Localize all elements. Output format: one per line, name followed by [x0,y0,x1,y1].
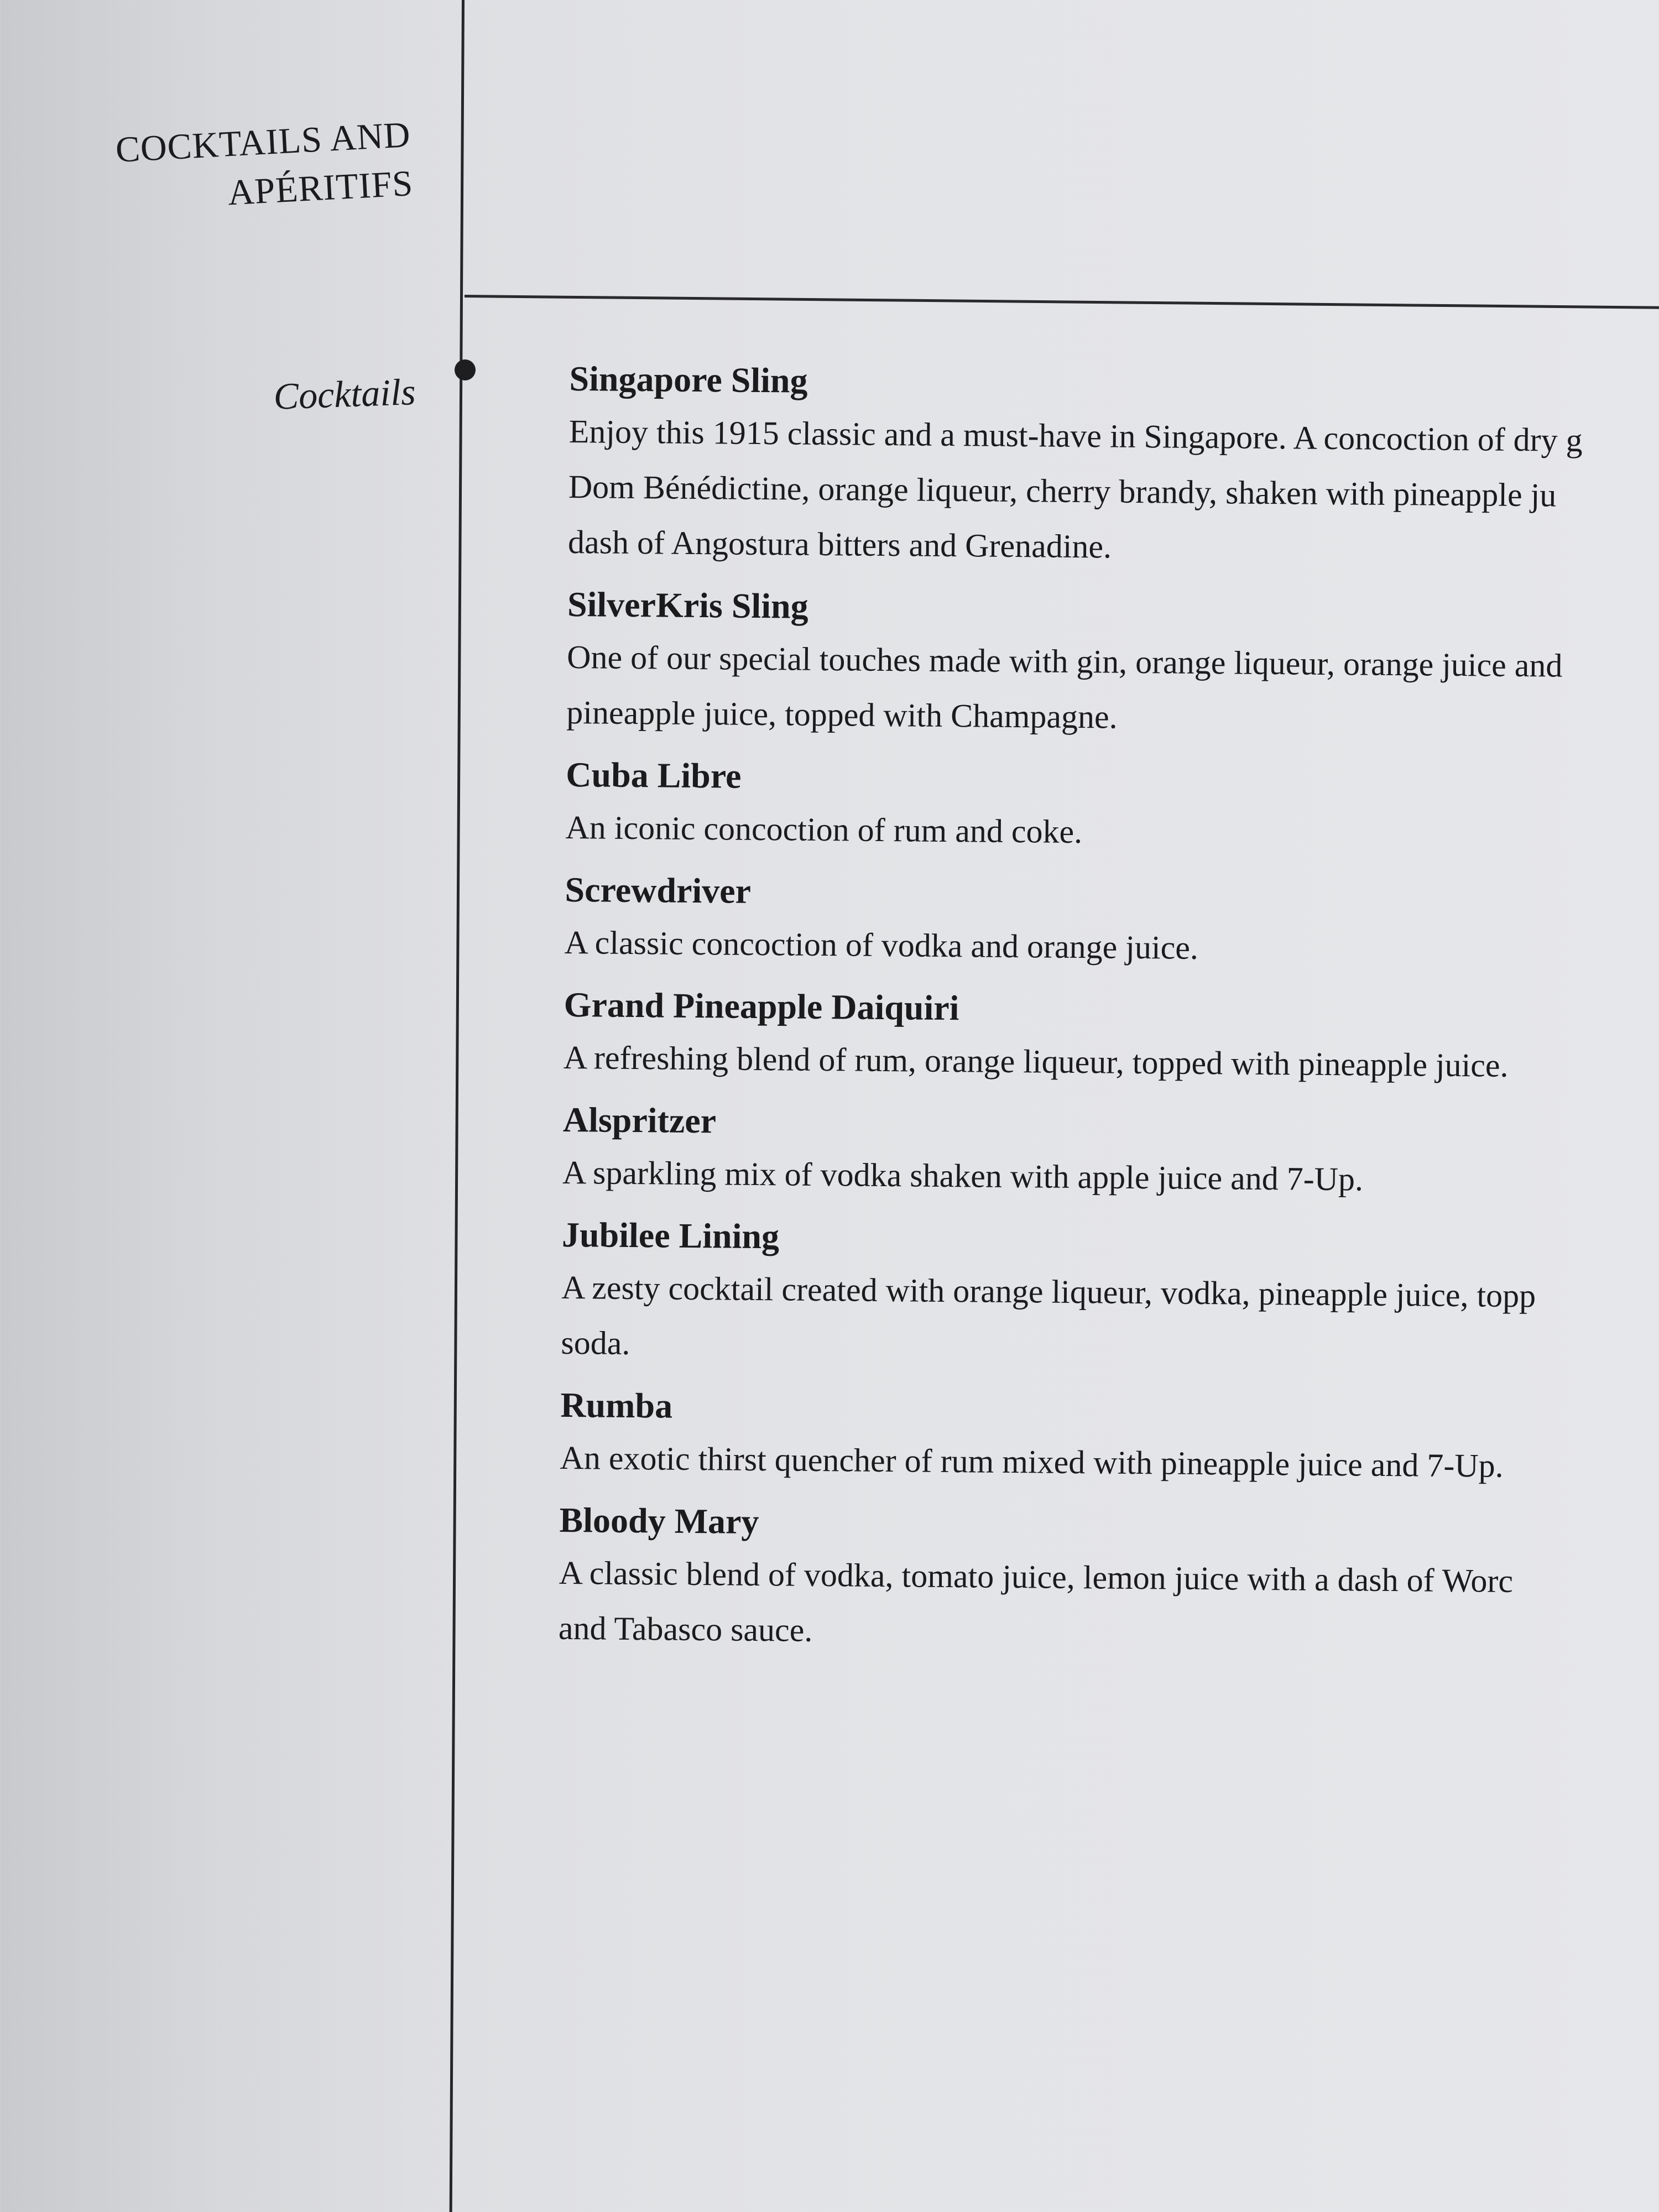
section-title-line-2: APÉRITIFS [227,163,414,213]
item-description-line: Enjoy this 1915 classic and a must-have in Singapore. A concoction of dry g [568,413,1583,458]
menu-item [563,980,1659,1095]
item-name: Bloody Mary [559,1500,759,1542]
horizontal-divider [465,295,1659,309]
menu-item [558,1495,1659,1666]
section-title-line-1: COCKTAILS AND [114,114,412,170]
item-description-line: and Tabasco sauce. [558,1609,813,1648]
item-description-line: An exotic thirst quencher of rum mixed with pineapple juice and 7-Up. [560,1439,1504,1484]
item-description-line: A zesty cocktail created with orange liqueur, vodka, pineapple juice, topp [561,1269,1536,1314]
menu-item [564,865,1659,980]
item-name: Grand Pineapple Daiquiri [564,984,959,1028]
section-title [84,111,414,225]
item-description-line: A classic blend of vodka, tomato juice, lemon juice with a dash of Worc [559,1554,1514,1599]
item-name: Singapore Sling [569,358,808,400]
menu-item [568,354,1659,580]
item-name: Alspritzer [562,1099,717,1141]
item-description-line: pineapple juice, topped with Champagne. [566,693,1118,735]
category-marker-dot [455,359,476,380]
item-description-line: One of our special touches made with gin, orange liqueur, orange juice and [566,638,1563,684]
item-description-line: A refreshing blend of rum, orange liqueur, topped with pineapple juice. [563,1039,1509,1084]
item-name: Cuba Libre [566,754,742,796]
item-name: SilverKris Sling [567,584,808,626]
vertical-divider [450,0,465,2212]
item-name: Screwdriver [565,869,752,911]
item-description-line: soda. [561,1324,630,1362]
category-label: Cocktails [273,370,416,418]
item-description-line: A classic concoction of vodka and orange juice. [564,924,1199,966]
menu-item [560,1380,1659,1496]
item-name: Rumba [560,1385,673,1426]
menu-item [562,1095,1659,1211]
cocktail-list [558,354,1659,1676]
item-description-line: An iconic concoction of rum and coke. [565,808,1083,851]
item-description-line: A sparkling mix of vodka shaken with apple juice and 7-Up. [562,1154,1364,1198]
item-name: Jubilee Lining [561,1214,780,1256]
item-description-line: dash of Angostura bitters and Grenadine. [567,523,1112,565]
menu-item [566,580,1659,750]
item-description-line: Dom Bénédictine, orange liqueur, cherry brandy, shaken with pineapple ju [568,468,1557,514]
menu-item [561,1210,1659,1381]
menu-item [565,750,1659,865]
